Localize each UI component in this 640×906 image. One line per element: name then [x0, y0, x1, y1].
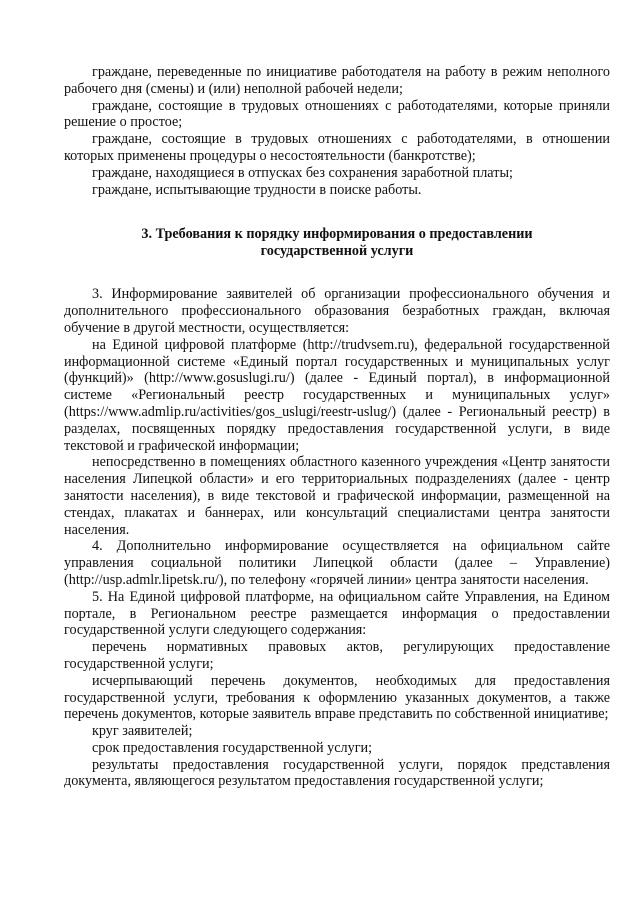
paragraph-service-term: срок предоставления государственной услуги;: [92, 739, 373, 756]
paragraph-documents-list: исчерпывающий перечень документов, необходимых для предоставления государственной услуги, требования к оформлению указанных документов, а также перечень документов, которые заявитель вправе представить по собственной инициативе;: [64, 672, 610, 723]
paragraph-part-time-workers: граждане, переведенные по инициативе работодателя на работу в режим неполного рабочего дня (смены) и (или) неполной рабочей недели;: [64, 64, 610, 97]
paragraph-employment-center: непосредственно в помещениях областного казенного учреждения «Центр занятости населения Липецкой области» и его территориальных подразделениях (далее - центр занятости населения), в виде текстовой и графической информации, размещенной на стендах, плакатах и баннерах, или консультаций специалистами центра занятости населения.: [64, 454, 610, 538]
paragraph-unpaid-leave: граждане, находящиеся в отпусках без сохранения заработной платы;: [92, 164, 513, 181]
section-heading-line-1: 3. Требования к порядку информирования о предоставлении: [141, 226, 533, 243]
paragraph-digital-platform: на Единой цифровой платформе (http://trudvsem.ru), федеральной государственной информационной системе «Единый портал государственных и муниципальных услуг (функций)» (http://www.gosuslugi.ru/) (далее - Единый портал), в информационной системе «Региональный реестр государственных и муниципальных услуг» (https://www.admlip.ru/activities/gos_uslugi/reestr-uslug/) (далее - Региональный реестр) в разделах, посвященных порядку предоставления государственной услуги, в виде текстовой и графической информации;: [64, 336, 610, 454]
paragraph-legal-acts: перечень нормативных правовых актов, регулирующих предоставление государственной услуги;: [64, 639, 610, 672]
paragraph-applicants: круг заявителей;: [92, 723, 193, 740]
paragraph-4-additional-info: 4. Дополнительно информирование осуществляется на официальном сайте управления социальной политики Липецкой области (далее – Управление) (http://usp.admlr.lipetsk.ru/), по телефону «горячей линии» центра занятости населения.: [64, 538, 610, 588]
paragraph-service-results: результаты предоставления государственной услуги, порядок представления документа, являющегося результатом предоставления государственной услуги;: [64, 756, 610, 790]
section-heading: [64, 226, 610, 260]
paragraph-3-intro: 3. Информирование заявителей об организации профессионального обучения и дополнительного профессионального образования безработных граждан, включая обучение в другой местности, осуществляется:: [64, 286, 610, 336]
paragraph-bankruptcy-workers: граждане, состоящие в трудовых отношениях с работодателями, в отношении которых применены процедуры о несостоятельности (банкротстве);: [64, 131, 610, 164]
paragraph-5-published-info: 5. На Единой цифровой платформе, на официальном сайте Управления, на Едином портале, в Региональном реестре размещается информация о предоставлении государственной услуги следующего содержания:: [64, 588, 610, 639]
paragraph-job-search-difficulty: граждане, испытывающие трудности в поиске работы.: [92, 181, 422, 198]
paragraph-downtime-workers: граждане, состоящие в трудовых отношениях с работодателями, которые приняли решение о простое;: [64, 97, 610, 131]
section-heading-line-2: государственной услуги: [260, 243, 414, 260]
